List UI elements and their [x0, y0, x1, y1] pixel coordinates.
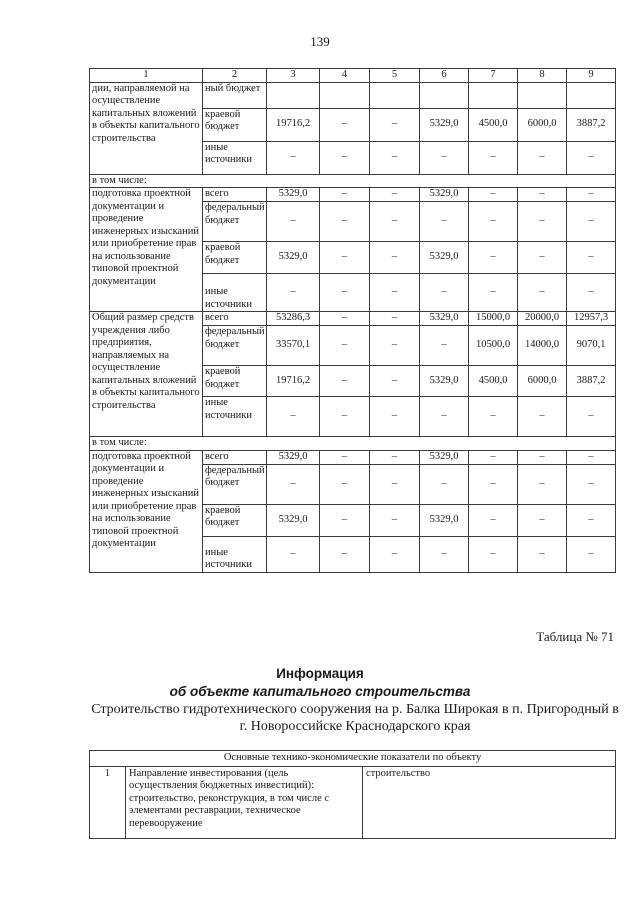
table-cell: – [370, 108, 420, 141]
row-description: подготовка проектной документации и проведение инженерных изысканий или приобретение прав на использование типовой проектной документации [90, 188, 203, 312]
table-cell: – [320, 397, 370, 437]
table-cell: – [370, 397, 420, 437]
row-description: Общий размер средств учреждения либо предприятия, направляемых на осуществление капитальных вложений в объекты капитального строительства [90, 312, 203, 437]
table-row [90, 312, 616, 326]
table-cell: – [567, 397, 616, 437]
table-cell: – [567, 188, 616, 202]
table-cell: – [469, 141, 518, 174]
table-cell: – [420, 274, 469, 312]
table-cell: – [420, 326, 469, 366]
table-row [90, 450, 616, 464]
table-cell: 5329,0 [267, 242, 320, 274]
table-cell: – [370, 242, 420, 274]
funding-source: ный бюджет [203, 82, 267, 108]
table-cell: – [267, 274, 320, 312]
subtotal-label: в том числе: [90, 437, 616, 451]
table-cell: – [469, 464, 518, 504]
table-cell: – [469, 397, 518, 437]
table-cell: – [267, 464, 320, 504]
table-cell: – [370, 312, 420, 326]
table-cell: – [420, 141, 469, 174]
table-row [90, 82, 616, 108]
table-cell: 10500,0 [469, 326, 518, 366]
funding-source: краевой бюджет [203, 242, 267, 274]
table-cell: 19716,2 [267, 108, 320, 141]
indicators-header: Основные технико-экономические показатели по объекту [90, 751, 616, 767]
funding-source: федеральный бюджет [203, 202, 267, 242]
table-cell: – [567, 141, 616, 174]
table-cell: – [518, 464, 567, 504]
table-cell: – [370, 464, 420, 504]
object-name: Строительство гидротехнического сооружения на р. Балка Широкая в п. Пригородный в г. Новороссийске Краснодарского края [91, 702, 619, 734]
table-cell [370, 82, 420, 108]
table-cell: – [518, 397, 567, 437]
column-header: 6 [420, 69, 469, 83]
table-cell: 6000,0 [518, 366, 567, 397]
table-cell: – [320, 326, 370, 366]
table-cell: 19716,2 [267, 366, 320, 397]
table-cell: – [518, 188, 567, 202]
funding-source: краевой бюджет [203, 504, 267, 536]
table-cell: 5329,0 [420, 312, 469, 326]
table-cell: – [320, 242, 370, 274]
table-cell: – [320, 141, 370, 174]
table-cell: – [567, 504, 616, 536]
table-cell [320, 82, 370, 108]
column-header: 1 [90, 69, 203, 83]
table-cell: – [320, 504, 370, 536]
table-cell: – [320, 450, 370, 464]
table-cell: – [320, 366, 370, 397]
table-cell: – [420, 397, 469, 437]
table-cell: – [320, 108, 370, 141]
funding-source: краевой бюджет [203, 108, 267, 141]
table-cell: 5329,0 [420, 366, 469, 397]
funding-source: всего [203, 450, 267, 464]
table-cell: 5329,0 [420, 108, 469, 141]
page-number: 139 [310, 34, 330, 49]
column-header: 7 [469, 69, 518, 83]
table-cell: – [267, 536, 320, 572]
table-cell: – [469, 504, 518, 536]
table-cell [567, 82, 616, 108]
column-header: 3 [267, 69, 320, 83]
table-cell: – [370, 141, 420, 174]
table-cell: – [320, 536, 370, 572]
table-cell: 5329,0 [420, 188, 469, 202]
table-cell: 4500,0 [469, 108, 518, 141]
table-cell: – [469, 450, 518, 464]
table-cell: – [320, 312, 370, 326]
row-description: подготовка проектной документации и проведение инженерных изысканий или приобретение прав на использование типовой проектной документации [90, 450, 203, 572]
document-title: Информация [276, 666, 364, 681]
table-cell: – [518, 274, 567, 312]
column-header: 8 [518, 69, 567, 83]
table-cell: 5329,0 [420, 504, 469, 536]
table-cell [420, 82, 469, 108]
table-cell: – [420, 202, 469, 242]
table-header-row [90, 751, 616, 767]
column-header: 2 [203, 69, 267, 83]
table-cell: – [267, 397, 320, 437]
table-row [90, 174, 616, 188]
indicators-table [89, 750, 616, 839]
table-cell [518, 82, 567, 108]
table-cell: – [469, 188, 518, 202]
table-cell: – [469, 274, 518, 312]
document-subtitle-heading: об объекте капитального строительства [169, 684, 471, 699]
table-cell: 9070,1 [567, 326, 616, 366]
table-cell: – [518, 504, 567, 536]
funding-source: всего [203, 312, 267, 326]
subtotal-label: в том числе: [90, 174, 616, 188]
table-cell: – [518, 536, 567, 572]
table-cell: – [567, 450, 616, 464]
funding-source: федеральный бюджет [203, 464, 267, 504]
table-cell: 14000,0 [518, 326, 567, 366]
funding-source: всего [203, 188, 267, 202]
table-cell: – [567, 202, 616, 242]
table-cell: – [267, 202, 320, 242]
table-cell: – [370, 274, 420, 312]
table-cell: – [420, 464, 469, 504]
funding-source: федеральный бюджет [203, 326, 267, 366]
table-cell: 15000,0 [469, 312, 518, 326]
table-row [90, 766, 616, 838]
indicator-value: строительство [363, 766, 616, 838]
funding-source: иные источники [203, 536, 267, 572]
table-cell: – [420, 536, 469, 572]
table-cell: 6000,0 [518, 108, 567, 141]
table-cell: – [518, 202, 567, 242]
funding-source: краевой бюджет [203, 366, 267, 397]
table-cell: – [320, 188, 370, 202]
table-cell: – [518, 141, 567, 174]
funding-source: иные источники [203, 274, 267, 312]
table-cell: – [567, 536, 616, 572]
table-cell [469, 82, 518, 108]
table-cell: – [320, 202, 370, 242]
table-cell: 20000,0 [518, 312, 567, 326]
table-cell: – [370, 366, 420, 397]
table-caption: Таблица № 71 [536, 629, 614, 644]
table-cell: 33570,1 [267, 326, 320, 366]
table-cell: – [320, 464, 370, 504]
table-cell: – [518, 242, 567, 274]
table-cell: 5329,0 [267, 188, 320, 202]
table-cell [267, 82, 320, 108]
funding-table [89, 68, 616, 573]
table-cell: – [370, 326, 420, 366]
funding-source: иные источники [203, 141, 267, 174]
table-cell: – [469, 536, 518, 572]
table-header-row [90, 69, 616, 83]
table-cell: – [370, 450, 420, 464]
table-cell: – [518, 450, 567, 464]
table-cell: – [370, 188, 420, 202]
table-row [90, 188, 616, 202]
table-cell: – [370, 504, 420, 536]
indicator-label: Направление инвестирования (цель осуществления бюджетных инвестиций): строительство, реконструкция, в том числе с элементами реставрации, техническое перевооружение [126, 766, 363, 838]
column-header: 5 [370, 69, 420, 83]
table-cell: 5329,0 [267, 450, 320, 464]
row-number: 1 [90, 766, 126, 838]
table-cell: 3887,2 [567, 108, 616, 141]
table-cell: – [469, 202, 518, 242]
funding-source: иные источники [203, 397, 267, 437]
table-cell: 4500,0 [469, 366, 518, 397]
table-cell: 53286,3 [267, 312, 320, 326]
table-cell: – [267, 141, 320, 174]
row-description: дии, направляемой на осуществление капитальных вложений в объекты капитального строительства [90, 82, 203, 174]
table-cell: – [567, 464, 616, 504]
table-cell: – [567, 274, 616, 312]
table-cell: 3887,2 [567, 366, 616, 397]
table-cell: 5329,0 [267, 504, 320, 536]
table-cell: 5329,0 [420, 450, 469, 464]
column-header: 4 [320, 69, 370, 83]
table-cell: – [370, 536, 420, 572]
table-cell: – [320, 274, 370, 312]
table-cell: – [567, 242, 616, 274]
column-header: 9 [567, 69, 616, 83]
table-row [90, 437, 616, 451]
table-cell: 12957,3 [567, 312, 616, 326]
table-cell: – [370, 202, 420, 242]
table-cell: 5329,0 [420, 242, 469, 274]
table-cell: – [469, 242, 518, 274]
